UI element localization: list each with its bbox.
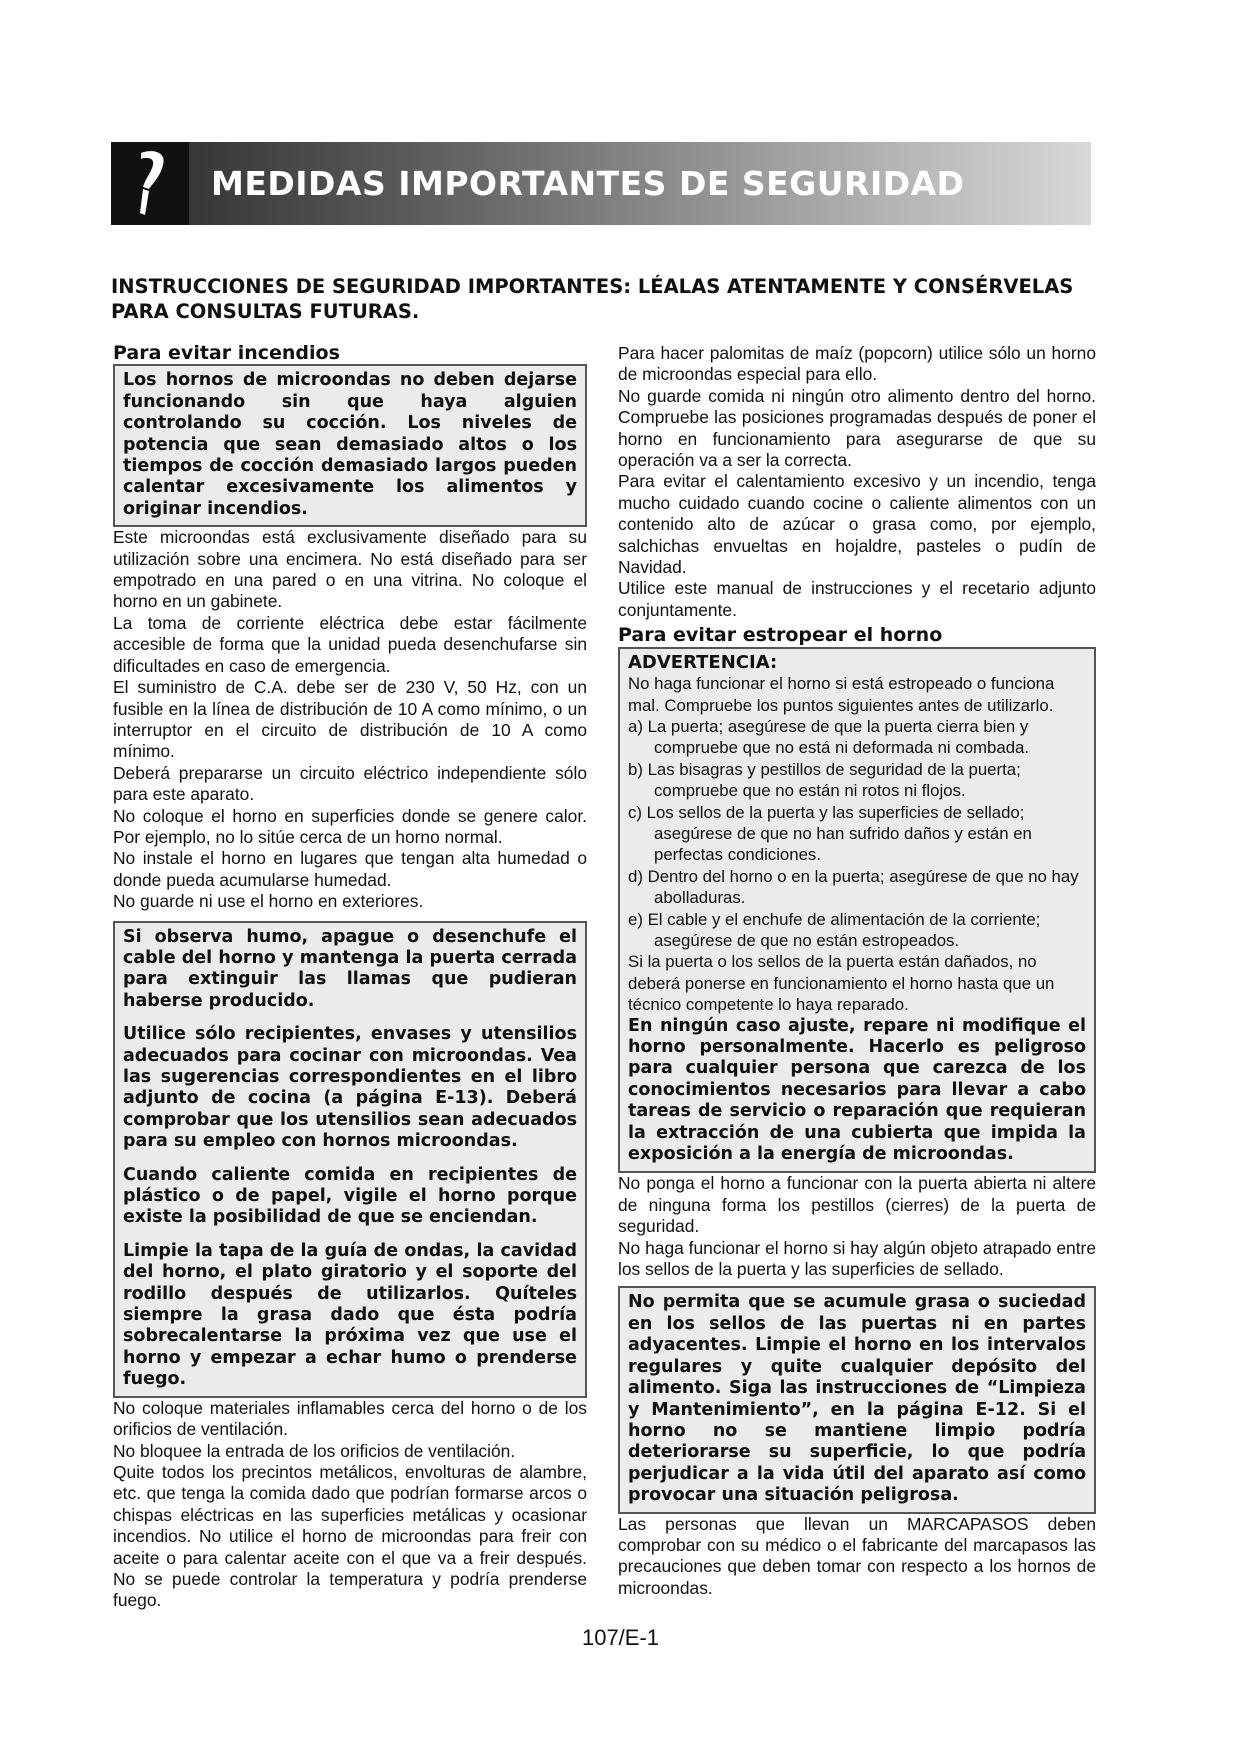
paragraph: No ponga el horno a funcionar con la puerta abierta ni altere de ninguna forma los pestillos (cierres) de la puerta de seguridad. <box>618 1173 1096 1237</box>
paragraph: No guarde ni use el horno en exteriores. <box>113 891 424 912</box>
subhead-damage: Para evitar estropear el horno <box>618 624 943 647</box>
list-item: c) Los sellos de la puerta y las superficies de sellado; asegúrese de que no han sufrido daños y están en perfectas condiciones. <box>628 802 1032 865</box>
paragraph: Para evitar el calentamiento excesivo y un incendio, tenga mucho cuidado cuando cocine o caliente alimentos con un contenido alto de azúcar o grasa como, por ejemplo, salchichas envueltas en hojaldre, pasteles o pudín de Navidad. <box>618 471 1096 578</box>
list-item: b) Las bisagras y pestillos de seguridad de la puerta; compruebe que no están ni rotos ni flojos. <box>628 759 1021 801</box>
paragraph: No haga funcionar el horno si hay algún objeto atrapado entre los sellos de la puerta y las superficies de sellado. <box>618 1237 1096 1280</box>
checklist <box>628 716 1086 951</box>
paragraph: No coloque materiales inflamables cerca del horno o de los orificios de ventilación. <box>113 1397 587 1440</box>
warning-after: Si la puerta o los sellos de la puerta están dañados, no deberá ponerse en funcionamiento el horno hasta que un técnico competente lo haya reparado. <box>628 952 1055 1015</box>
page-number: 107/E-1 <box>581 1625 660 1650</box>
warning-intro: No haga funcionar el horno si está estropeado o funciona mal. Compruebe los puntos siguientes antes de utilizarlo. <box>628 674 1055 715</box>
warning-exclamation-icon <box>111 142 189 225</box>
fire-warning-text: Los hornos de microondas no deben dejarse funcionando sin que haya alguien controlando su cocción. Los niveles de potencia que sean demasiado altos o los tiempos de cocción demasiado largos pueden calentar excesivamente los alimentos y originar incendios. <box>123 370 577 519</box>
banner-title: MEDIDAS IMPORTANTES DE SEGURIDAD <box>211 164 965 203</box>
box-paragraph: Utilice sólo recipientes, envases y utensilios adecuados para cocinar con microondas. Vea las sugerencias correspondientes en el libro adjunto de cocina (a página E-13). Deberá comprobar que los utensilios sean adecuados para su empleo con hornos microondas. <box>123 1024 577 1152</box>
paragraph: Este microondas está exclusivamente diseñado para su utilización sobre una encimera. No está diseñado para ser empotrado en una pared o en una vitrina. No coloque el horno en un gabinete. <box>113 527 587 612</box>
box-paragraph: Cuando caliente comida en recipientes de plástico o de papel, vigile el horno porque existe la posibilidad de que se enciendan. <box>123 1164 577 1228</box>
warning-bold: En ningún caso ajuste, repare ni modifique el horno personalmente. Hacerlo es peligroso para cualquier persona que carezca de los conocimientos necesarios para llevar a cabo tareas de servicio o reparación que requieran la extracción de una cubierta que impida la exposición a la energía de microondas. <box>628 1015 1086 1165</box>
paragraph: Utilice este manual de instrucciones y el recetario adjunto conjuntamente. <box>618 578 1096 620</box>
advertencia-box <box>618 647 1096 1174</box>
list-item: d) Dentro del horno o en la puerta; asegúrese de que no hay abolladuras. <box>628 866 1079 908</box>
subhead-fire: Para evitar incendios <box>113 342 340 364</box>
paragraph: El suministro de C.A. debe ser de 230 V, 50 Hz, con un fusible en la línea de distribución de 10 A como mínimo, o un interruptor en el circuito de distribución de 10 A como mínimo. <box>113 677 587 762</box>
section-banner <box>111 142 1091 225</box>
paragraph: No coloque el horno en superficies donde se genere calor. Por ejemplo, no lo sitúe cerca de un horno normal. <box>113 805 587 847</box>
paragraph: Para hacer palomitas de maíz (popcorn) utilice sólo un horno de microondas especial para ello. <box>618 343 1096 385</box>
paragraph: No instale el horno en lugares que tengan alta humedad o donde pueda acumularse humedad. <box>113 848 587 890</box>
right-column <box>618 343 1096 1599</box>
smoke-warning-box <box>113 921 587 1398</box>
paragraph: Quite todos los precintos metálicos, envolturas de alambre, etc. que tenga la comida dado que podrían formarse arcos o chispas eléctricas en las superficies metálicas y ocasionar incendios. No utilice el horno de microondas para freir con aceite o para calentar aceite con el que va a freir después. No se puede controlar la temperatura y podría prenderse fuego. <box>113 1461 587 1611</box>
left-column <box>113 343 587 1612</box>
paragraph: Las personas que llevan un MARCAPASOS deben comprobar con su médico o el fabricante del marcapasos las precauciones que deben tomar con respecto a los hornos de microondas. <box>618 1513 1096 1598</box>
grease-warning-box <box>618 1286 1096 1513</box>
page-heading: INSTRUCCIONES DE SEGURIDAD IMPORTANTES: LÉALAS ATENTAMENTE Y CONSÉRVELAS PARA CONSULTAS FUTURAS. <box>111 275 1074 323</box>
list-item: a) La puerta; asegúrese de que la puerta cierra bien y compruebe que no está ni deformada ni combada. <box>628 716 1030 758</box>
paragraph: No guarde comida ni ningún otro alimento dentro del horno. Compruebe las posiciones programadas después de poner el horno en funcionamiento para asegurarse de que su operación va a ser la correcta. <box>618 385 1096 471</box>
grease-warning-text: No permita que se acumule grasa o suciedad en los sellos de las puertas ni en partes adyacentes. Limpie el horno en los intervalos regulares y quite cualquier depósito del alimento. Siga las instrucciones de “Limpieza y Mantenimiento”, en la página E-12. Si el horno no se mantiene limpio podría deteriorarse su superficie, lo que podría perjudicar a la vida útil del aparato así como provocar una situación peligrosa. <box>628 1292 1086 1506</box>
fire-warning-box <box>113 364 587 527</box>
warning-title: ADVERTENCIA: <box>628 651 778 673</box>
paragraph: La toma de corriente eléctrica debe estar fácilmente accesible de forma que la unidad pueda desenchufarse sin dificultades en caso de emergencia. <box>113 612 587 676</box>
paragraph: Deberá prepararse un circuito eléctrico independiente sólo para este aparato. <box>113 762 587 805</box>
list-item: e) El cable y el enchufe de alimentación de la corriente; asegúrese de que no están estropeados. <box>628 909 1041 950</box>
box-paragraph: Limpie la tapa de la guía de ondas, la cavidad del horno, el plato giratorio y el soporte del rodillo después de utilizarlos. Quíteles siempre la grasa dado que ésta podría sobrecalentarse la próxima vez que use el horno y empezar a echar humo o prenderse fuego. <box>123 1240 577 1390</box>
paragraph: No bloquee la entrada de los orificios de ventilación. <box>113 1440 516 1461</box>
box-paragraph: Si observa humo, apague o desenchufe el cable del horno y mantenga la puerta cerrada para extinguir las llamas que pudieran haberse producido. <box>123 926 577 1011</box>
